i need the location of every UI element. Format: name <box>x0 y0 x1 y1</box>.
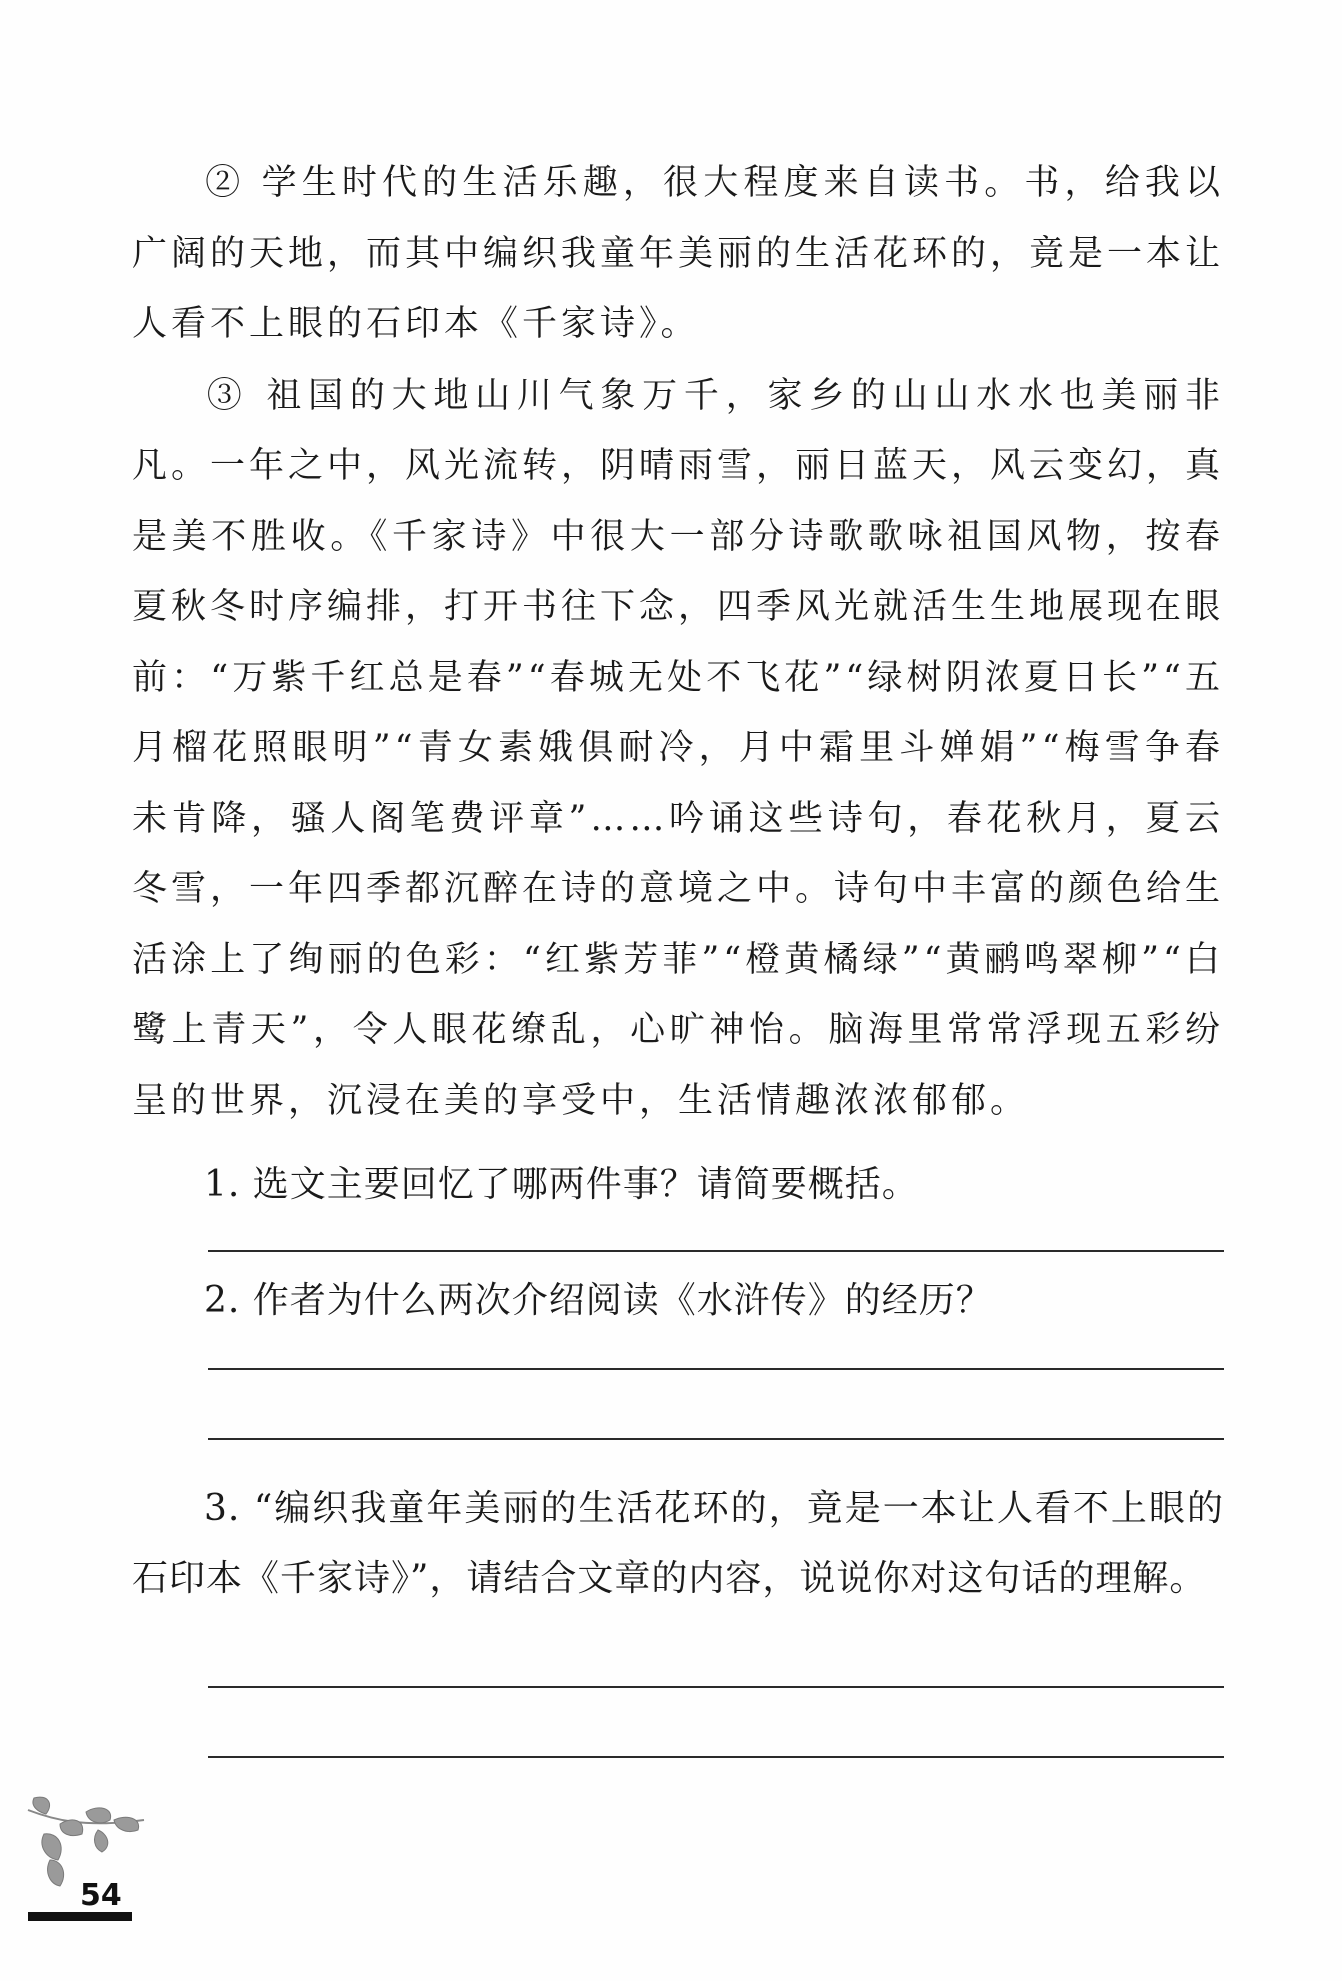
question-2 <box>132 1266 1224 1336</box>
answer-line-q2-b[interactable] <box>208 1438 1224 1440</box>
footer-bar <box>28 1912 132 1921</box>
question-1 <box>132 1150 1224 1220</box>
answer-line-q2-a[interactable] <box>208 1368 1224 1370</box>
answer-line-q3-b[interactable] <box>208 1756 1224 1758</box>
page-content <box>132 148 1224 1758</box>
paragraph-2-text: ② 学生时代的生活乐趣，很大程度来自读书。书，给我以广阔的天地，而其中编织我童年美丽的生活花环的，竟是一本让人看不上眼的石印本《千家诗》。 <box>132 163 1225 344</box>
question-3 <box>132 1474 1224 1614</box>
question-3-text: 3. “编织我童年美丽的生活花环的，竟是一本让人看不上眼的石印本《千家诗》”，请结合文章的内容，说说你对这句话的理解。 <box>132 1488 1224 1599</box>
answer-line-q3-a[interactable] <box>208 1686 1224 1688</box>
page-number: 54 <box>80 1878 122 1913</box>
answer-line-q1[interactable] <box>208 1250 1224 1252</box>
question-1-text: 1. 选文主要回忆了哪两件事？请简要概括。 <box>204 1164 919 1205</box>
paragraph-2 <box>132 148 1224 360</box>
paragraph-3 <box>132 361 1224 1137</box>
question-2-text: 2. 作者为什么两次介绍阅读《水浒传》的经历？ <box>204 1280 993 1321</box>
paragraph-3-text: ③ 祖国的大地山川气象万千，家乡的山山水水也美丽非凡。一年之中，风光流转，阴晴雨雪，丽日蓝天，风云变幻，真是美不胜收。《千家诗》中很大一部分诗歌歌咏祖国风物，按春夏秋冬时序编排，打开书往下念，四季风光就活生生地展现在眼前：“万紫千红总是春”“春城无处不飞花”“绿树阴浓夏日长”“五月榴花照眼明”“青女素娥俱耐冷，月中霜里斗婵娟”“梅雪争春未肯降，骚人阁笔费评章”……吟诵这些诗句，春花秋月，夏云冬雪，一年四季都沉醉在诗的意境之中。诗句中丰富的颜色给生活涂上了绚丽的色彩：“红紫芳菲”“橙黄橘绿”“黄鹂鸣翠柳”“白鹭上青天”，令人眼花缭乱，心旷神怡。脑海里常常浮现五彩纷呈的世界，沉浸在美的享受中，生活情趣浓浓郁郁。 <box>132 375 1225 1121</box>
